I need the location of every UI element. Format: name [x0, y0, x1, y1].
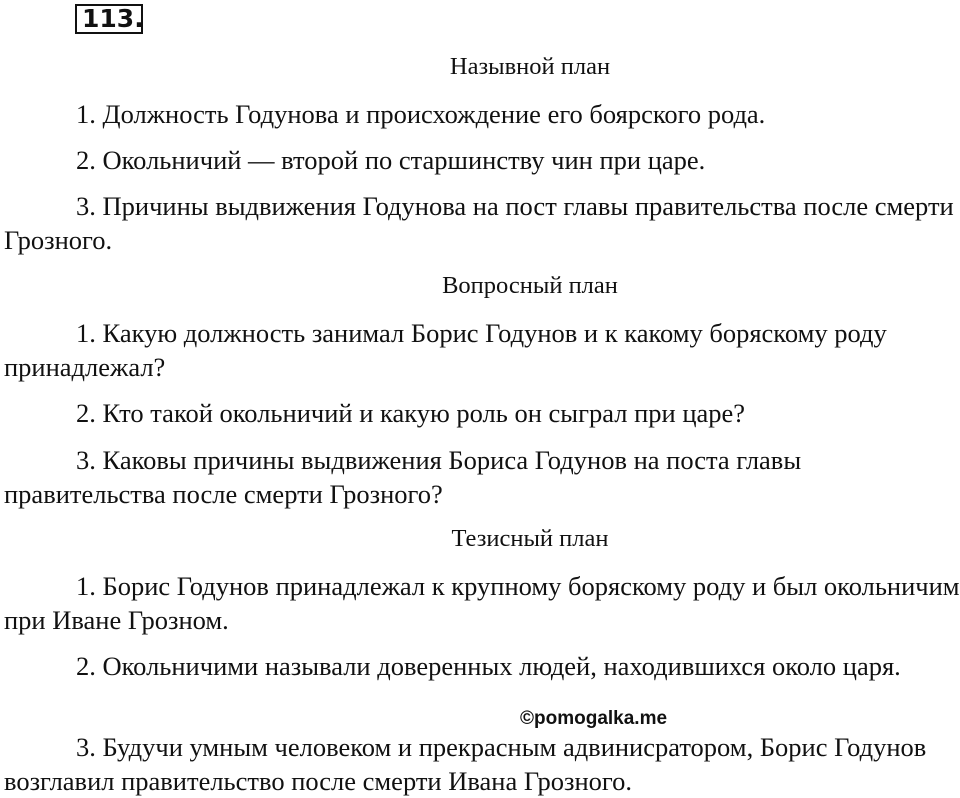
question-plan-item-1: 1. Какую должность занимал Борис Годунов и к какому боряскому роду принадлежал?	[4, 318, 887, 382]
task-number-value: 113	[82, 4, 135, 33]
naming-plan-item-3: 3. Причины выдвижения Годунова на пост главы правительства после смерти Грозного.	[4, 191, 954, 255]
question-plan-item-2: 2. Кто такой окольничий и какую роль он сыграл при царе?	[76, 398, 746, 428]
thesis-plan-title: Тезисный план	[451, 525, 609, 552]
naming-plan-item-2: 2. Окольничий — второй по старшинству чин при царе.	[76, 145, 706, 175]
task-number	[82, 1, 144, 37]
watermark: ©pomogalka.me	[520, 708, 668, 729]
task-number-suffix: .	[134, 4, 144, 33]
question-plan-item-3: 3. Каковы причины выдвижения Бориса Годунов на поста главы правительства после смерти Грозного?	[4, 445, 802, 509]
thesis-plan-item-2: 2. Окольничими называли доверенных людей, находившихся около царя.	[76, 651, 901, 681]
thesis-plan-item-3: 3. Будучи умным человеком и прекрасным адвинисратором, Борис Годунов возглавил правительство после смерти Ивана Грозного.	[4, 732, 927, 796]
thesis-plan-item-1: 1. Борис Годунов принадлежал к крупному боряскому роду и был окольничим при Иване Грозном.	[4, 571, 960, 635]
naming-plan-item-1: 1. Должность Годунова и происхождение его боярского рода.	[76, 99, 766, 129]
question-plan-title: Вопросный план	[442, 272, 618, 299]
naming-plan-title: Назывной план	[449, 53, 611, 80]
